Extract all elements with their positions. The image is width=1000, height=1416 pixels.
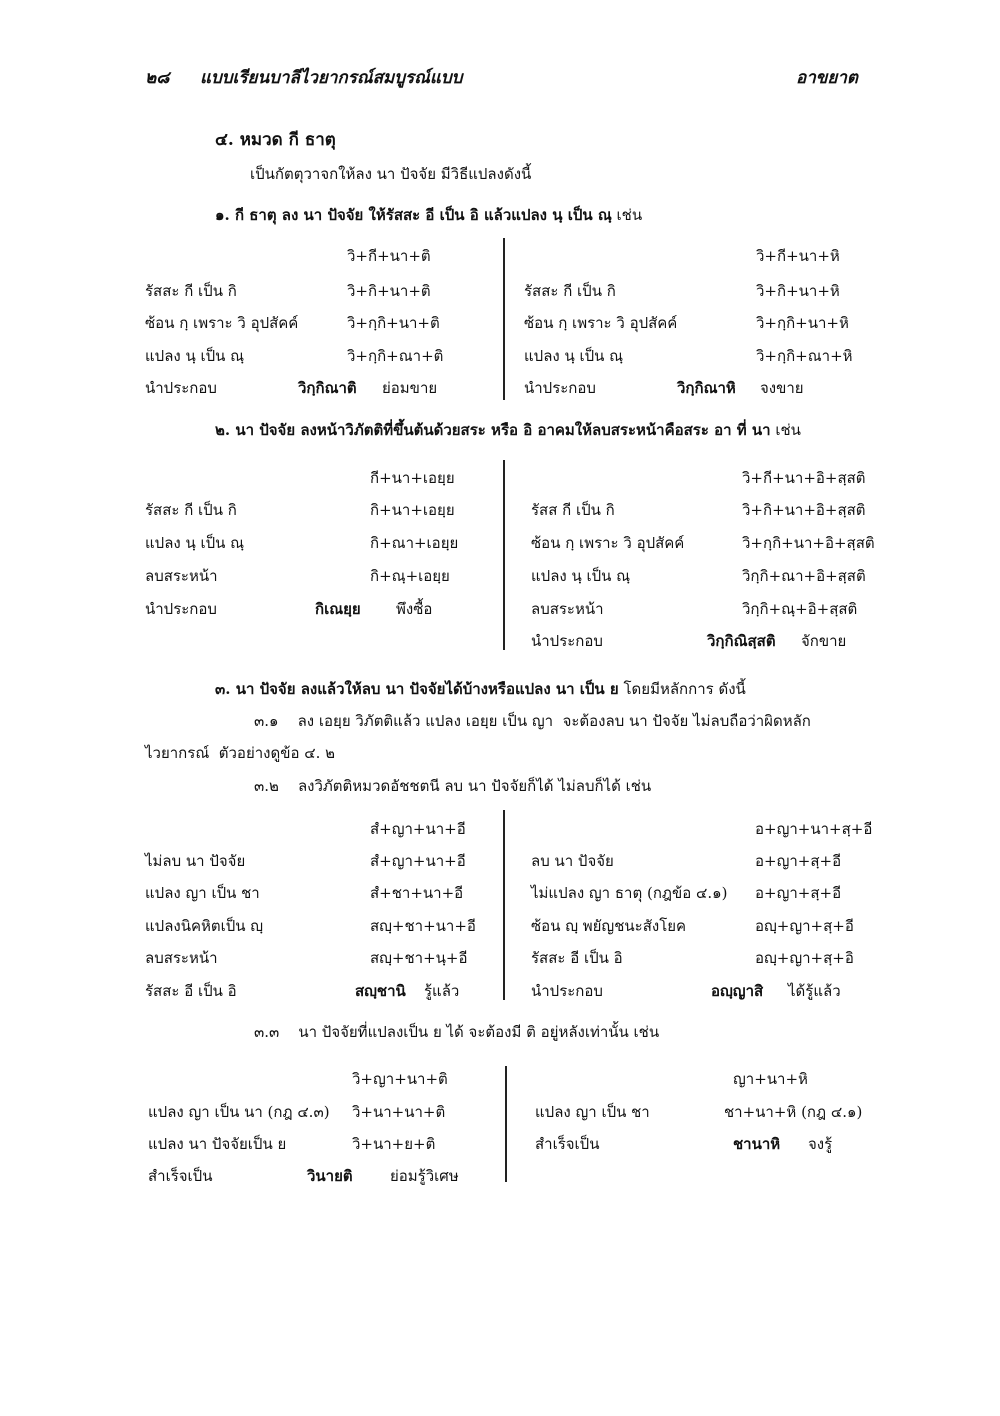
r2-left-value-2: กิ+ณา+เอยฺย bbox=[370, 534, 459, 552]
r2-right-start: วิ+กี+นา+อิ+สฺสติ bbox=[742, 469, 866, 487]
t32-right-value-4: อญฺ+ญา+สฺ+อิ bbox=[755, 949, 854, 967]
t33-left-start: วิ+ญา+นา+ติ bbox=[352, 1070, 448, 1088]
r1-right-label-3: แปลง นฺ เป็น ณฺ bbox=[524, 347, 624, 365]
t33-left-final-word: วินายติ bbox=[307, 1167, 353, 1185]
t32-left-value-1: สํ+ญา+นา+อี bbox=[370, 852, 466, 870]
t32-left-start: สํ+ญา+นา+อี bbox=[370, 820, 466, 838]
r1-left-final-label: นำประกอบ bbox=[145, 379, 217, 397]
t32-right-value-2: อ+ญา+สฺ+อี bbox=[755, 884, 842, 902]
t32-left-final-meaning: รู้แล้ว bbox=[424, 982, 460, 1000]
r2-left-final-word: กิเณยฺย bbox=[315, 600, 361, 618]
r2-right-value-4: วิกฺกิ+ณฺ+อิ+สฺสติ bbox=[742, 600, 858, 618]
r2-left-label-2: แปลง นฺ เป็น ณฺ bbox=[145, 534, 245, 552]
r2-left-final-meaning: พึงซื้อ bbox=[396, 600, 433, 618]
r2-right-value-1: วิ+กิ+นา+อิ+สฺสติ bbox=[742, 501, 866, 519]
t32-right-label-1: ลบ นา ปัจจัย bbox=[531, 852, 614, 870]
r2-right-label-3: แปลง นฺ เป็น ณฺ bbox=[531, 567, 631, 585]
r1-left-label-2: ซ้อน กฺ เพราะ วิ อุปสัคค์ bbox=[145, 314, 299, 332]
rule-3-heading-bold: ๓. นา ปัจจัย ลงแล้วให้ลบ นา ปัจจัยได้บ้างหรือแปลง นา เป็น ย bbox=[215, 680, 619, 698]
r2-left-label-3: ลบสระหน้า bbox=[145, 567, 218, 585]
r1-left-final-word: วิกฺกิณาติ bbox=[298, 379, 357, 397]
t33-right-final-meaning: จงรู้ bbox=[808, 1135, 833, 1153]
t32-left-final-word: สญฺชานิ bbox=[355, 982, 406, 1000]
rule-2-heading bbox=[215, 418, 801, 442]
rule-3-heading-tail: โดยมีหลักการ ดังนี้ bbox=[623, 680, 746, 698]
r2-right-final-meaning: จักขาย bbox=[801, 632, 847, 650]
t32-left-final-label: รัสสะ อี เป็น อิ bbox=[145, 982, 237, 1000]
r1-left-value-3: วิ+กฺกิ+ณา+ติ bbox=[347, 347, 444, 365]
t32-right-final-meaning: ได้รู้แล้ว bbox=[788, 982, 841, 1000]
t33-left-value-2: วิ+นา+ย+ติ bbox=[352, 1135, 436, 1153]
r1-right-label-1: รัสสะ กี เป็น กิ bbox=[524, 282, 616, 300]
rule-1-heading-tail: เช่น bbox=[616, 206, 643, 224]
r1-left-label-3: แปลง นฺ เป็น ณฺ bbox=[145, 347, 245, 365]
section-name: อาขยาต bbox=[796, 68, 858, 88]
t32-right-label-4: รัสสะ อี เป็น อิ bbox=[531, 949, 623, 967]
t33-right-final-label: สำเร็จเป็น bbox=[535, 1135, 600, 1153]
r1-right-final-meaning: จงขาย bbox=[760, 379, 804, 397]
rule-1-heading-bold: ๑. กี ธาตุ ลง นา ปัจจัย ให้รัสสะ อี เป็น อิ แล้วแปลง นฺ เป็น ณฺ bbox=[215, 206, 612, 224]
t33-right-final-word: ชานาหิ bbox=[733, 1135, 781, 1153]
rule-2-heading-bold: ๒. นา ปัจจัย ลงหน้าวิภัตติที่ขึ้นต้นด้วยสระ หรือ อิ อาคมให้ลบสระหน้าคือสระ อา ที่ นา bbox=[215, 421, 771, 439]
t32-right-final-word: อญฺญาสิ bbox=[711, 982, 764, 1000]
t33-right-start: ญา+นา+หิ bbox=[733, 1070, 808, 1088]
column-divider bbox=[505, 1066, 507, 1182]
t32-left-label-4: ลบสระหน้า bbox=[145, 949, 218, 967]
r1-right-value-3: วิ+กฺกิ+ณา+หิ bbox=[756, 347, 853, 365]
r2-left-label-1: รัสสะ กี เป็น กิ bbox=[145, 501, 237, 519]
page-number: ๒๘ bbox=[145, 68, 170, 88]
r1-right-final-word: วิกฺกิณาหิ bbox=[677, 379, 736, 397]
t32-right-value-3: อญฺ+ญา+สฺ+อี bbox=[755, 917, 854, 935]
t32-left-value-3: สญฺ+ชา+นา+อี bbox=[370, 917, 476, 935]
r2-right-value-2: วิ+กฺกิ+นา+อิ+สฺสติ bbox=[742, 534, 875, 552]
r2-right-final-label: นำประกอบ bbox=[531, 632, 603, 650]
r2-left-value-3: กิ+ณฺ+เอยฺย bbox=[370, 567, 450, 585]
r2-right-final-word: วิกฺกิณิสฺสติ bbox=[707, 632, 776, 650]
r2-left-value-1: กิ+นา+เอยฺย bbox=[370, 501, 455, 519]
r1-left-label-1: รัสสะ กี เป็น กิ bbox=[145, 282, 237, 300]
r1-right-label-2: ซ้อน กฺ เพราะ วิ อุปสัคค์ bbox=[524, 314, 678, 332]
t32-right-label-2: ไม่แปลง ญา ธาตุ (กฎข้อ ๔.๑) bbox=[531, 884, 728, 902]
section-intro: เป็นกัตตุวาจกให้ลง นา ปัจจัย มีวิธีแปลงดังนี้ bbox=[250, 165, 532, 183]
t33-right-value-1: ชา+นา+หิ (กฎ ๔.๑) bbox=[724, 1103, 863, 1121]
t33-left-final-label: สำเร็จเป็น bbox=[148, 1167, 213, 1185]
r1-left-value-1: วิ+กิ+นา+ติ bbox=[347, 282, 431, 300]
rule-3-2-heading: ๓.๒ ลงวิภัตติหมวดอัชชตนี ลบ นา ปัจจัยก็ได้ ไม่ลบก็ได้ เช่น bbox=[254, 777, 652, 795]
t32-right-start: อ+ญา+นา+สฺ+อี bbox=[755, 820, 873, 838]
t32-left-label-3: แปลงนิคหิตเป็น ญฺ bbox=[145, 917, 264, 935]
column-divider bbox=[503, 238, 505, 400]
t33-left-label-1: แปลง ญา เป็น นา (กฎ ๔.๓) bbox=[148, 1103, 330, 1121]
rule-3-1-line-2: ไวยากรณ์ ตัวอย่างดูข้อ ๔. ๒ bbox=[145, 744, 336, 762]
rule-3-3-heading: ๓.๓ นา ปัจจัยที่แปลงเป็น ย ได้ จะต้องมี ติ อยู่หลังเท่านั้น เช่น bbox=[254, 1023, 660, 1041]
t32-right-value-1: อ+ญา+สฺ+อี bbox=[755, 852, 842, 870]
r2-right-label-2: ซ้อน กฺ เพราะ วิ อุปสัคค์ bbox=[531, 534, 685, 552]
t32-left-value-2: สํ+ชา+นา+อี bbox=[370, 884, 464, 902]
r1-right-value-1: วิ+กิ+นา+หิ bbox=[756, 282, 840, 300]
rule-1-heading bbox=[215, 203, 642, 227]
r2-left-start: กี+นา+เอยฺย bbox=[370, 469, 455, 487]
r1-right-start: วิ+กี+นา+หิ bbox=[756, 247, 840, 265]
t32-left-label-1: ไม่ลบ นา ปัจจัย bbox=[145, 852, 246, 870]
r1-left-value-2: วิ+กฺกิ+นา+ติ bbox=[347, 314, 440, 332]
t33-left-label-2: แปลง นา ปัจจัยเป็น ย bbox=[148, 1135, 287, 1153]
t32-left-value-4: สญฺ+ชา+นฺ+อี bbox=[370, 949, 468, 967]
t32-left-label-2: แปลง ญา เป็น ชา bbox=[145, 884, 260, 902]
r1-right-value-2: วิ+กฺกิ+นา+หิ bbox=[756, 314, 849, 332]
rule-2-heading-tail: เช่น bbox=[775, 421, 801, 439]
r1-left-final-meaning: ย่อมขาย bbox=[382, 379, 438, 397]
rule-3-heading bbox=[215, 677, 746, 701]
column-divider bbox=[503, 810, 505, 1000]
r2-right-label-4: ลบสระหน้า bbox=[531, 600, 604, 618]
t33-left-final-meaning: ย่อมรู้วิเศษ bbox=[390, 1167, 459, 1185]
t32-right-label-3: ซ้อน ญฺ พยัญชนะสังโยค bbox=[531, 917, 687, 935]
r2-left-final-label: นำประกอบ bbox=[145, 600, 217, 618]
t33-right-label-1: แปลง ญา เป็น ชา bbox=[535, 1103, 650, 1121]
r1-right-final-label: นำประกอบ bbox=[524, 379, 596, 397]
r2-right-value-3: วิกฺกิ+ณา+อิ+สฺสติ bbox=[742, 567, 866, 585]
section-title: ๔. หมวด กี ธาตุ bbox=[215, 130, 336, 150]
book-title: แบบเรียนบาลีไวยากรณ์สมบูรณ์แบบ bbox=[200, 68, 463, 88]
column-divider bbox=[503, 460, 505, 650]
r1-left-start: วิ+กี+นา+ติ bbox=[347, 247, 431, 265]
t32-right-final-label: นำประกอบ bbox=[531, 982, 603, 1000]
r2-right-label-1: รัสส กี เป็น กิ bbox=[531, 501, 615, 519]
rule-3-1-line-1: ๓.๑ ลง เอยฺย วิภัตติแล้ว แปลง เอยฺย เป็น ญา จะต้องลบ นา ปัจจัย ไม่ลบถือว่าผิดหลัก bbox=[254, 712, 811, 730]
t33-left-value-1: วิ+นา+นา+ติ bbox=[352, 1103, 446, 1121]
